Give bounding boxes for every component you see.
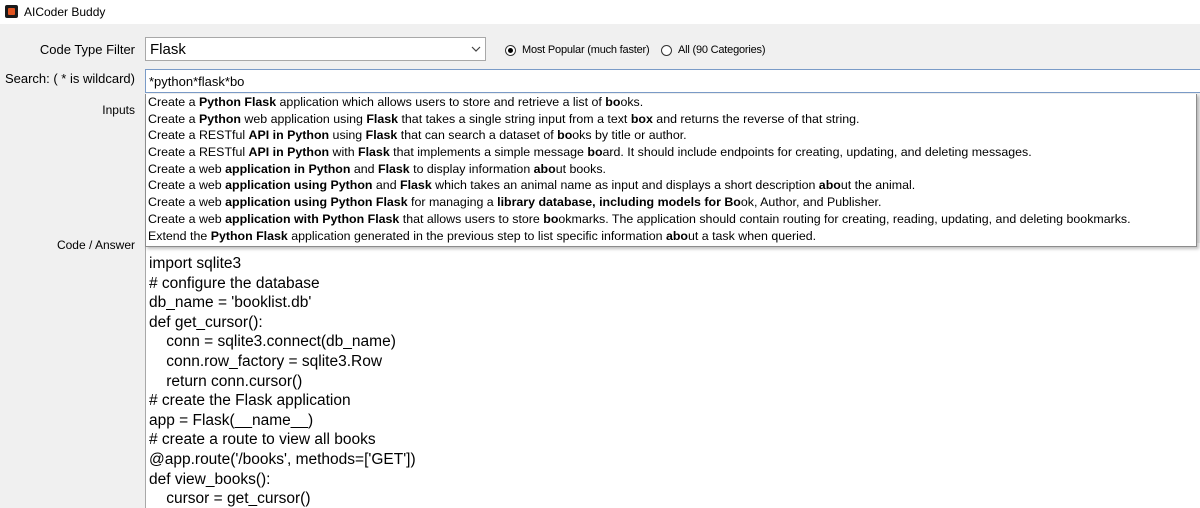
code-type-filter-value: Flask — [150, 41, 186, 58]
suggestion-item[interactable] — [146, 144, 1196, 161]
search-input[interactable] — [145, 69, 1200, 93]
suggestion-text: web application using — [240, 111, 367, 126]
suggestion-item[interactable] — [146, 177, 1196, 194]
radio-selected-icon — [505, 45, 516, 56]
match-highlight: API — [248, 145, 270, 160]
suggestion-text: and — [372, 178, 401, 193]
match-highlight: bo — [557, 128, 573, 143]
match-highlight: bo — [587, 145, 603, 160]
code-line: return conn.cursor() — [149, 372, 303, 390]
suggestion-text: for managing a — [407, 195, 498, 210]
suggestion-text: that takes a single string input from a text — [398, 111, 631, 126]
match-highlight: Python Flask — [198, 95, 277, 109]
chevron-down-icon — [471, 44, 481, 54]
suggestion-item[interactable] — [146, 94, 1196, 111]
code-type-filter-select[interactable] — [145, 37, 486, 61]
suggestion-text: oks by title or author. — [572, 128, 687, 143]
suggestion-text: Create a — [148, 95, 199, 109]
suggestion-text: ut books. — [555, 161, 606, 176]
code-line: db_name = 'booklist.db' — [149, 294, 312, 312]
search-label: Search: ( * is wildcard) — [4, 71, 135, 86]
suggestion-text: that implements a simple message — [389, 145, 588, 160]
code-line: conn = sqlite3.connect(db_name) — [149, 333, 396, 351]
match-highlight: Flask — [378, 161, 410, 176]
suggestion-text: application which allows users to store and retrieve a list of — [276, 95, 606, 109]
suggestion-text: ard. It should include endpoints for creating, updating, and deleting messages. — [602, 145, 1032, 160]
suggestion-text: okmarks. The application should contain routing for creating, reading, updating, and deleting bookmarks. — [558, 211, 1131, 226]
match-highlight: in Python — [272, 128, 330, 143]
suggestion-text: Create a — [148, 111, 199, 126]
suggestion-text: application generated in the previous step to list specific information — [287, 228, 666, 243]
match-highlight: Flask — [400, 178, 432, 193]
suggestion-item[interactable] — [146, 111, 1196, 128]
suggestion-text: to display information — [409, 161, 534, 176]
suggestion-item[interactable] — [146, 211, 1196, 228]
suggestion-dropdown[interactable] — [145, 94, 1197, 247]
code-type-filter-label: Code Type Filter — [39, 42, 135, 57]
suggestion-text: Create a web — [148, 211, 226, 226]
code-line: def view_books(): — [149, 470, 271, 488]
match-highlight: application in Python — [225, 161, 351, 176]
suggestion-text: Create a RESTful — [148, 145, 249, 160]
match-highlight: API — [248, 128, 270, 143]
match-highlight: application with Python Flask — [225, 211, 400, 226]
suggestion-text: Create a RESTful — [148, 128, 249, 143]
suggestion-text: Create a web — [148, 178, 226, 193]
code-line: @app.route('/books', methods=['GET']) — [149, 451, 416, 468]
window-title: AICoder Buddy — [24, 5, 106, 19]
match-highlight: bo — [543, 211, 559, 226]
inputs-label: Inputs — [102, 103, 135, 117]
code-line: app = Flask(__name__) — [149, 411, 314, 429]
match-highlight: Flask — [366, 111, 399, 126]
suggestion-text: Create a web — [148, 161, 226, 176]
code-line: # configure the database — [149, 274, 320, 292]
app-logo-icon — [5, 5, 18, 18]
suggestion-text: with — [329, 145, 359, 160]
match-highlight: Python — [198, 111, 241, 126]
match-highlight: library database, including models for Bo — [497, 195, 741, 210]
code-line: conn.row_factory = sqlite3.Row — [149, 353, 383, 370]
code-line: def get_cursor(): — [149, 313, 263, 331]
suggestion-text: and — [350, 161, 378, 176]
most-popular-radio-label: Most Popular (much faster) — [522, 44, 650, 56]
match-highlight: application using Python Flask — [225, 195, 408, 210]
code-line: import sqlite3 — [149, 255, 242, 272]
all-categories-radio[interactable] — [661, 43, 765, 57]
suggestion-text: which takes an animal name as input and displays a short description — [431, 178, 819, 193]
suggestion-text: using — [329, 128, 366, 143]
match-highlight: abo — [818, 178, 841, 193]
match-highlight: bo — [605, 95, 621, 109]
match-highlight: in Python — [272, 145, 330, 160]
code-line: # create the Flask application — [149, 392, 351, 410]
suggestion-text: ut a task when queried. — [687, 228, 817, 243]
suggestion-text: and returns the reverse of that string. — [652, 111, 860, 126]
match-highlight: Flask — [365, 128, 398, 143]
match-highlight: box — [630, 111, 653, 126]
match-highlight: abo — [665, 228, 688, 243]
suggestion-text: Extend the — [148, 228, 211, 243]
code-editor[interactable] — [145, 243, 1200, 508]
suggestion-text: oks. — [620, 95, 644, 109]
match-highlight: application using Python — [225, 178, 373, 193]
most-popular-radio[interactable] — [505, 43, 649, 57]
suggestion-text: that can search a dataset of — [397, 128, 558, 143]
suggestion-item[interactable] — [146, 194, 1196, 211]
match-highlight: abo — [533, 161, 556, 176]
suggestion-item[interactable] — [146, 228, 1196, 245]
suggestion-text: ok, Author, and Publisher. — [740, 195, 882, 210]
all-categories-radio-label: All (90 Categories) — [678, 44, 766, 56]
title-bar — [0, 0, 1200, 24]
code-answer-label: Code / Answer — [56, 238, 135, 252]
suggestion-item[interactable] — [146, 127, 1196, 144]
suggestion-text: ut the animal. — [840, 178, 916, 193]
radio-unselected-icon — [661, 45, 672, 56]
search-input-value: *python*flask*bo — [149, 74, 245, 89]
match-highlight: Python Flask — [210, 228, 288, 243]
match-highlight: Flask — [358, 145, 390, 160]
suggestion-text: Create a web — [148, 195, 226, 210]
suggestion-item[interactable] — [146, 161, 1196, 178]
suggestion-text: that allows users to store — [399, 211, 544, 226]
code-line: cursor = get_cursor() — [149, 490, 311, 508]
code-line: # create a route to view all books — [149, 431, 376, 449]
